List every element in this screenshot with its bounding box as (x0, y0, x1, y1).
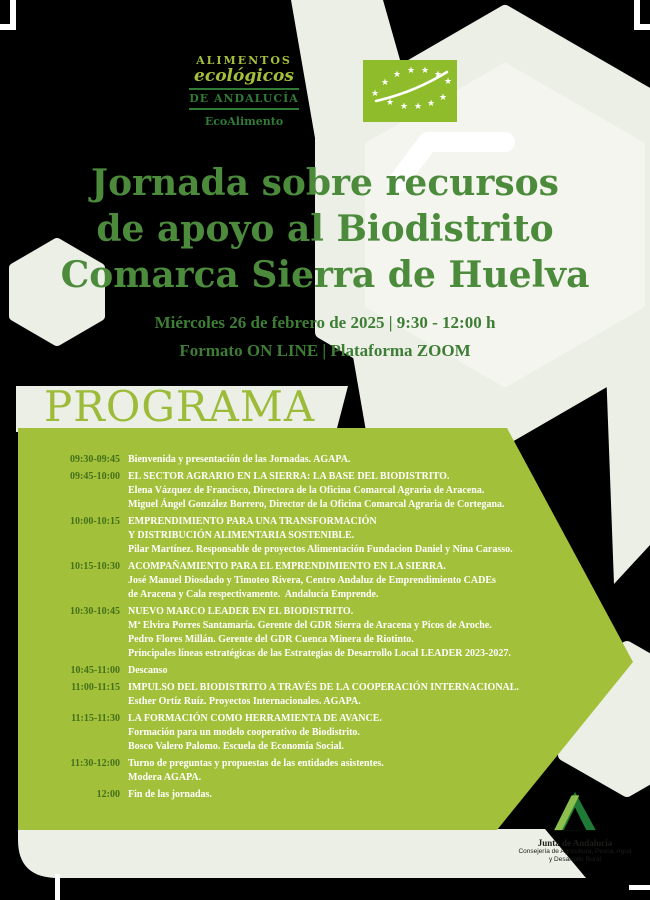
title-line-1: Jornada sobre recursos (91, 162, 559, 204)
junta-name: Junta de Andalucía (537, 838, 613, 848)
section-heading-programa: PROGRAMA (44, 382, 316, 431)
svg-text:★: ★ (426, 99, 436, 109)
corner-mark-top-right-h (634, 24, 650, 30)
program-entry-time: 10:00-10:15 (70, 516, 120, 527)
program-entry (0, 470, 620, 512)
program-entry-content (128, 605, 511, 661)
program-entry-line: José Manuel Diosdado y Timoteo Rivera, Centro Andaluz de Emprendimiento CADEs (128, 575, 496, 586)
program-entry-content (128, 560, 496, 602)
program-entry-line: Elena Vázquez de Francisco, Directora de la Oficina Comarcal Agraria de Aracena. (128, 485, 485, 496)
svg-text:★: ★ (433, 70, 443, 80)
program-entry (0, 664, 620, 678)
program-entry-line: Principales líneas estratégicas de las Estrategias de Desarrollo Local LEADER 2023-2027. (128, 648, 511, 659)
agapa-logo-line4: EcoAlimento (204, 114, 284, 128)
program-schedule (0, 453, 620, 805)
program-entry-time: 11:30-12:00 (70, 758, 120, 769)
program-entry-time: 10:30-10:45 (70, 606, 120, 617)
agapa-logo-line3: DE ANDALUCÍA (189, 92, 299, 106)
program-entry-time: 09:30-09:45 (70, 454, 120, 465)
program-entry (0, 453, 620, 467)
eu-organic-leaf-icon (363, 60, 457, 122)
svg-text:★: ★ (438, 93, 448, 103)
agapa-logo-line2: ecológicos (194, 65, 294, 86)
program-entry-time: 11:15-11:30 (71, 713, 120, 724)
program-entry-line: EMPRENDIMIENTO PARA UNA TRANSFORMACIÓN (128, 516, 377, 527)
svg-text:★: ★ (420, 66, 430, 76)
title-line-3: Comarca Sierra de Huelva (60, 254, 590, 296)
program-entry-line: Turno de preguntas y propuestas de las entidades asistentes. (128, 758, 384, 769)
program-entry-line: Esther Ortíz Ruíz. Proyectos Internacionales. AGAPA. (128, 696, 361, 707)
eu-organic-logo (363, 60, 457, 127)
program-entry-content (128, 470, 505, 512)
event-date-time: Miércoles 26 de febrero de 2025 | 9:30 - 12:00 h (154, 313, 496, 332)
program-entry (0, 515, 620, 557)
program-entry-content (128, 453, 350, 467)
program-entry-content (128, 664, 167, 678)
program-entry-content (128, 757, 384, 785)
junta-de-andalucia-logo (505, 786, 645, 864)
svg-text:★: ★ (399, 102, 409, 112)
program-entry-line: EL SECTOR AGRARIO EN LA SIERRA: LA BASE DEL BIODISTRITO. (128, 471, 450, 482)
program-entry-line: Bosco Valero Palomo. Escuela de Economía Social. (128, 741, 344, 752)
program-entry-line: Y DISTRIBUCIÓN ALIMENTARIA SOSTENIBLE. (128, 530, 355, 541)
junta-dept-line1: Consejería de Agricultura, Pesca, Agua (518, 848, 632, 855)
program-entry-line: IMPULSO DEL BIODISTRITO A TRAVÉS DE LA COOPERACIÓN INTERNACIONAL. (128, 682, 519, 693)
agapa-logo-rule (189, 88, 299, 90)
program-entry (0, 712, 620, 754)
program-entry (0, 560, 620, 602)
title-line-2: de apoyo al Biodistrito (96, 208, 554, 250)
program-entry-line: LA FORMACIÓN COMO HERRAMIENTA DE AVANCE. (128, 713, 382, 724)
program-entry-line: Formación para un modelo cooperativo de Biodistrito. (128, 727, 360, 738)
program-entry-content (128, 681, 519, 709)
program-entry-line: NUEVO MARCO LEADER EN EL BIODISTRITO. (128, 606, 354, 617)
junta-a-icon (549, 786, 601, 836)
program-entry-line: Fin de las jornadas. (128, 789, 212, 800)
program-entry (0, 757, 620, 785)
agapa-logo-line1: ALIMENTOS (196, 54, 292, 67)
event-format: Formato ON LINE | Plataforma ZOOM (179, 341, 471, 360)
svg-text:★: ★ (385, 98, 395, 108)
corner-mark-bottom-left (55, 874, 60, 900)
svg-text:★: ★ (406, 66, 416, 76)
agapa-logo-rule (189, 108, 299, 110)
program-entry-line: Pedro Flores Millán. Gerente del GDR Cuenca Minera de Riotinto. (128, 634, 414, 645)
program-entry (0, 681, 620, 709)
program-entry-line: Modera AGAPA. (128, 772, 202, 783)
program-entry (0, 605, 620, 661)
junta-dept-line2: y Desarrollo Rural (548, 856, 602, 863)
program-entry-line: ACOMPAÑAMIENTO PARA EL EMPRENDIMIENTO EN LA SIERRA. (128, 561, 446, 572)
program-entry-line: Descanso (128, 665, 168, 676)
program-entry-content (128, 515, 513, 557)
corner-mark-top-left-h (0, 24, 16, 30)
program-entry-content (128, 788, 212, 802)
svg-text:★: ★ (443, 77, 453, 87)
svg-text:★: ★ (413, 102, 423, 112)
program-entry-time: 09:45-10:00 (70, 471, 120, 482)
program-entry-line: Pilar Martínez. Responsable de proyectos Alimentación Fundacion Daniel y Nina Carasso. (128, 544, 513, 555)
program-entry-content (128, 712, 382, 754)
program-entry-line: Miguel Ángel González Borrero, Director de la Oficina Comarcal Agraria de Cortegana. (128, 499, 505, 510)
program-entry-time: 10:15-10:30 (70, 561, 120, 572)
corner-mark-bottom-right (629, 885, 650, 890)
svg-text:★: ★ (380, 78, 390, 88)
agapa-ecologicos-logo (183, 55, 305, 127)
program-entry-line: Bienvenida y presentación de las Jornadas. AGAPA. (128, 454, 351, 465)
program-entry-line: de Aracena y Cala respectivamente. Andalucía Emprende. (128, 589, 379, 600)
svg-text:★: ★ (370, 89, 380, 99)
svg-text:★: ★ (392, 70, 402, 80)
program-entry-time: 11:00-11:15 (71, 682, 120, 693)
page-title (30, 160, 620, 298)
program-entry-time: 12:00 (96, 789, 120, 800)
bg-bottom-band (18, 829, 586, 878)
program-entry-line: Mª Elvira Porres Santamaría. Gerente del GDR Sierra de Aracena y Picos de Aroche. (128, 620, 492, 631)
program-entry-time: 10:45-11:00 (70, 665, 120, 676)
